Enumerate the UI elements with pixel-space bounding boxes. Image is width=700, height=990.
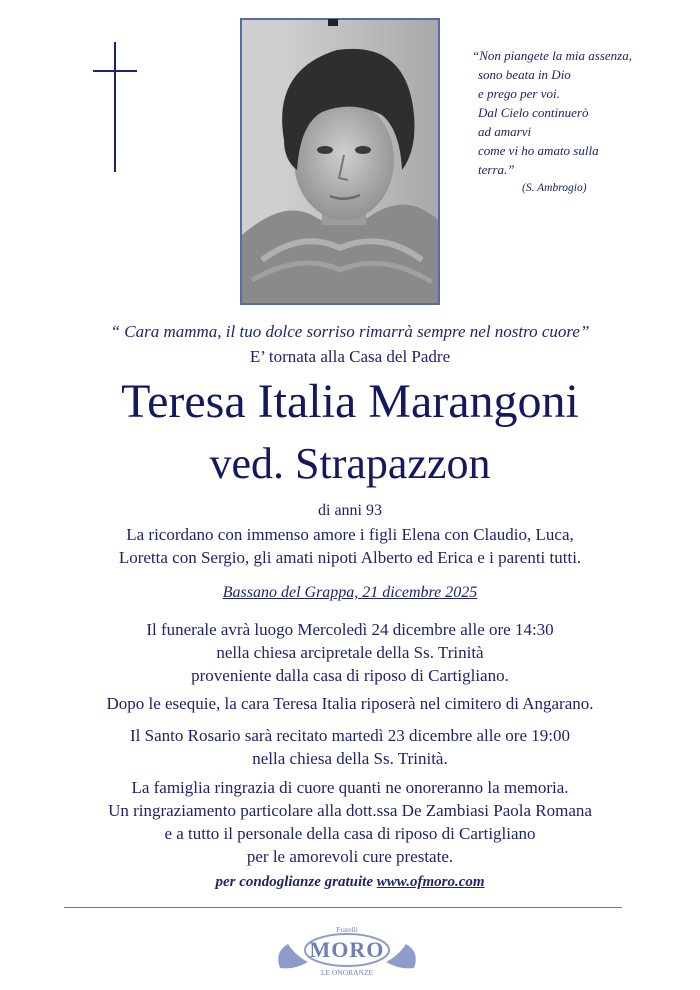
poem-line: ad amarvi	[478, 124, 532, 139]
logo-bottom-text: LE ONORANZE	[320, 968, 374, 977]
funeral-info	[0, 618, 700, 687]
thanks-line: Un ringraziamento particolare alla dott.ssa De Zambiasi Paola Romana	[108, 801, 592, 820]
place-date-text: Bassano del Grappa, 21 dicembre 2025	[222, 584, 478, 601]
cross-vertical	[114, 42, 116, 172]
thanks-line: La famiglia ringrazia di cuore quanti ne onoreranno la memoria.	[131, 778, 569, 797]
portrait-image	[242, 20, 438, 303]
funeral-line: Il funerale avrà luogo Mercoledì 24 dicembre alle ore 14:30	[146, 620, 554, 639]
burial-info	[0, 692, 700, 715]
condolences	[0, 874, 700, 891]
poem-line: come vi ho amato sulla	[478, 143, 599, 158]
rosary-line: nella chiesa della Ss. Trinità.	[252, 749, 448, 768]
cross-horizontal	[93, 70, 137, 72]
portrait-photo	[240, 18, 440, 305]
place-date	[0, 584, 700, 602]
rosary-line: Il Santo Rosario sarà recitato martedì 23 dicembre alle ore 19:00	[130, 726, 570, 745]
poem	[472, 46, 658, 198]
funeral-line: nella chiesa arcipretale della Ss. Trinità	[216, 643, 484, 662]
poem-author: (S. Ambrogio)	[522, 182, 587, 194]
divider	[64, 907, 622, 908]
poem-line: Dal Cielo continuerò	[478, 105, 589, 120]
condolences-prefix: per condoglianze gratuite	[215, 874, 373, 890]
poem-line: terra.”	[478, 162, 515, 177]
intro-line: E’ tornata alla Casa del Padre	[249, 347, 451, 366]
condolences-link[interactable]: www.ofmoro.com	[376, 874, 485, 890]
remembrance-line: Loretta con Sergio, gli amati nipoti Alberto ed Erica e i parenti tutti.	[118, 548, 582, 567]
age-line: di anni 93	[318, 502, 382, 519]
remembrance-text	[0, 523, 700, 569]
thanks-line: e a tutto il personale della casa di riposo di Cartigliano	[164, 824, 536, 843]
logo-top-text: Fratelli	[336, 925, 358, 934]
burial-line: Dopo le esequie, la cara Teresa Italia riposerà nel cimitero di Angarano.	[106, 694, 594, 713]
thanks-line: per le amorevoli cure prestate.	[246, 847, 454, 866]
poem-line: e prego per voi.	[478, 86, 560, 101]
thanks-info	[0, 776, 700, 868]
poem-line: “Non piangete la mia assenza,	[472, 48, 632, 63]
hand-left-icon	[278, 944, 308, 968]
funeral-line: proveniente dalla casa di riposo di Cartigliano.	[191, 666, 509, 685]
deceased-name: Teresa Italia Marangoni	[121, 375, 579, 428]
logo-main-text: MORO	[309, 937, 385, 962]
hand-right-icon	[386, 944, 416, 968]
married-name: ved. Strapazzon	[209, 439, 491, 488]
poem-line: sono beata in Dio	[478, 67, 571, 82]
memorial-quote: “ Cara mamma, il tuo dolce sorriso rimarrà sempre nel nostro cuore”	[110, 322, 590, 341]
rosary-info	[0, 724, 700, 770]
remembrance-line: La ricordano con immenso amore i figli Elena con Claudio, Luca,	[126, 525, 574, 544]
photo-mark	[328, 19, 338, 26]
funeral-home-logo	[272, 922, 422, 980]
